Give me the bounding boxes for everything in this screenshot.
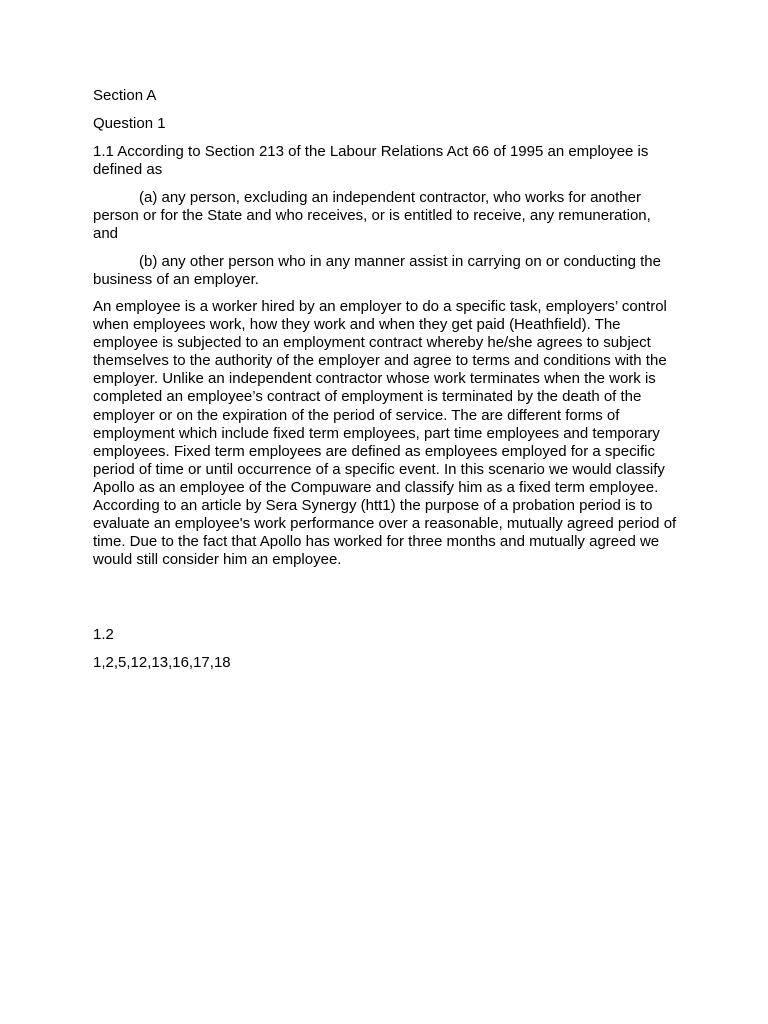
- section-heading: Section A: [93, 87, 157, 104]
- question-1-2-heading: 1.2: [93, 626, 114, 643]
- definition-a: (a) any person, excluding an independent contractor, who works for another person or for the State and who receives, or is entitled to receive, any remuneration, and: [93, 189, 651, 243]
- question-heading: Question 1: [93, 115, 166, 132]
- question-1-2-answer: 1,2,5,12,13,16,17,18: [93, 654, 231, 671]
- body-paragraph: An employee is a worker hired by an employer to do a specific task, employers’ control when employees work, how they work and when they get paid (Heathfield). The employee is subjected to an employment contract whereby he/she agrees to subject themselves to the authority of the employer and agree to terms and conditions with the employer. Unlike an independent contractor whose work terminates when the work is completed an employee’s contract of employment is terminated by the death of the employer or on the expiration of the period of service. The are different forms of employment which include fixed term employees, part time employees and temporary employees. Fixed term employees are defined as employees employed for a specific period of time or until occurrence of a specific event. In this scenario we would classify Apollo as an employee of the Compuware and classify him as a fixed term employee. According to an article by Sera Synergy (htt1) the purpose of a probation period is to evaluate an employee's work performance over a reasonable, mutually agreed period of time. Due to the fact that Apollo has worked for three months and mutually agreed we would still consider him an employee.: [93, 298, 677, 569]
- question-1-1-intro: 1.1 According to Section 213 of the Labour Relations Act 66 of 1995 an employee is defined as: [93, 143, 649, 179]
- definition-b: (b) any other person who in any manner assist in carrying on or conducting the business of an employer.: [93, 253, 661, 289]
